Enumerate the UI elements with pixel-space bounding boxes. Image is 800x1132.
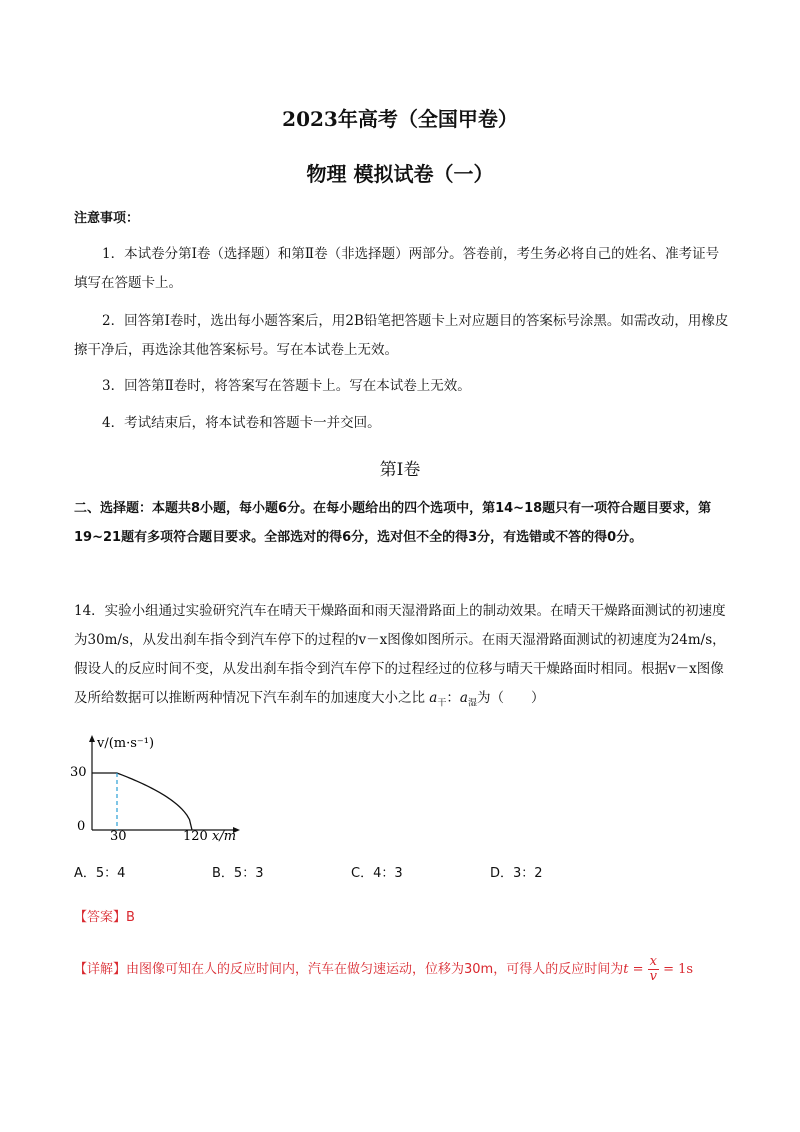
detail-text: 由图像可知在人的反应时间内，汽车在做匀速运动，位移为30m，可得人的反应时间为 bbox=[126, 962, 624, 977]
option-a-value: 5：4 bbox=[95, 866, 126, 881]
option-c[interactable] bbox=[351, 862, 403, 881]
v-x-graph bbox=[70, 730, 270, 845]
option-b-value: 5：3 bbox=[233, 866, 264, 881]
x-tick-120: 120 bbox=[183, 829, 208, 844]
formula-rhs: = 1s bbox=[663, 962, 694, 977]
option-d-letter: D． bbox=[490, 866, 514, 881]
x-axis-label: x/m bbox=[212, 829, 237, 844]
answer-label: 【答案】 bbox=[74, 910, 127, 925]
answer-value: B bbox=[126, 910, 135, 925]
option-d[interactable] bbox=[490, 862, 543, 881]
ratio-sub-wet: 湿 bbox=[467, 698, 477, 709]
notice-item-2 bbox=[74, 307, 730, 365]
question-tail: 为（ ） bbox=[476, 690, 545, 706]
y-tick-30: 30 bbox=[70, 765, 87, 780]
notice-item-4-text: 4．考试结束后，将本试卷和答题卡一并交回。 bbox=[102, 415, 381, 431]
question-text: 14．实验小组通过实验研究汽车在晴天干燥路面和雨天湿滑路面上的制动效果。在晴天干燥路面测试的初速度为30m/s，从发出刹车指令到汽车停下的过程的v－x图像如图所示。在雨天湿滑路面测试的初速度为24m/s，假设人的反应时间不变，从发出刹车指令到汽车停下的过程经过的位移与晴天干燥路面时相同。根据v－x图像及所给数据可以推断两种情况下汽车刹车的加速度大小之比 bbox=[74, 603, 726, 706]
question-stem bbox=[74, 597, 734, 719]
formula-lhs: t = bbox=[623, 962, 644, 977]
ratio-a: a bbox=[429, 690, 438, 706]
option-c-letter: C． bbox=[351, 866, 374, 881]
option-c-value: 4：3 bbox=[373, 866, 403, 881]
document-title: 2023年高考（全国甲卷） bbox=[282, 107, 518, 131]
ratio-sep: ： bbox=[446, 690, 460, 706]
notice-item-3 bbox=[74, 372, 730, 401]
ratio-sub-dry: 干 bbox=[437, 698, 447, 709]
option-d-value: 3：2 bbox=[513, 866, 543, 881]
x-tick-30: 30 bbox=[110, 829, 127, 844]
detail-label: 【详解】 bbox=[74, 962, 127, 977]
notice-item-4 bbox=[74, 409, 730, 438]
y-axis-label: v/(m·s⁻¹) bbox=[97, 736, 155, 751]
detail-line bbox=[74, 955, 754, 984]
notice-item-2-text: 2．回答第Ⅰ卷时，选出每小题答案后，用2B铅笔把答题卡上对应题目的答案标号涂黑。如需改动，用橡皮擦干净后，再选涂其他答案标号。写在本试卷上无效。 bbox=[74, 313, 729, 358]
notice-item-1 bbox=[74, 240, 730, 298]
notice-item-3-text: 3．回答第Ⅱ卷时，将答案写在答题卡上。写在本试卷上无效。 bbox=[102, 378, 471, 394]
origin-label: 0 bbox=[77, 819, 86, 834]
notice-heading: 注意事项： bbox=[74, 211, 140, 226]
formula-numerator: x bbox=[648, 955, 659, 970]
option-a-letter: A． bbox=[74, 866, 96, 881]
formula-denominator: v bbox=[649, 969, 657, 984]
section-title: 第Ⅰ卷 bbox=[379, 460, 421, 480]
option-b[interactable] bbox=[212, 862, 263, 881]
velocity-curve bbox=[92, 773, 192, 830]
notice-item-1-text: 1．本试卷分第Ⅰ卷（选择题）和第Ⅱ卷（非选择题）两部分。答卷前，考生务必将自己的姓名、准考证号填写在答题卡上。 bbox=[74, 246, 720, 291]
option-b-letter: B． bbox=[212, 866, 234, 881]
section-instructions: 二、选择题：本题共8小题，每小题6分。在每小题给出的四个选项中，第14~18题只有一项符合题目要求，第19~21题有多项符合题目要求。全部选对的得6分，选对但不全的得3分，有选错或不答的得0分。 bbox=[74, 501, 712, 545]
exam-subtitle: 物理 模拟试卷（一） bbox=[306, 162, 494, 186]
y-axis-arrow bbox=[89, 735, 95, 742]
ratio-b: a bbox=[459, 690, 468, 706]
answer-line bbox=[74, 906, 135, 925]
option-a[interactable] bbox=[74, 862, 125, 881]
formula-fraction bbox=[648, 955, 659, 984]
